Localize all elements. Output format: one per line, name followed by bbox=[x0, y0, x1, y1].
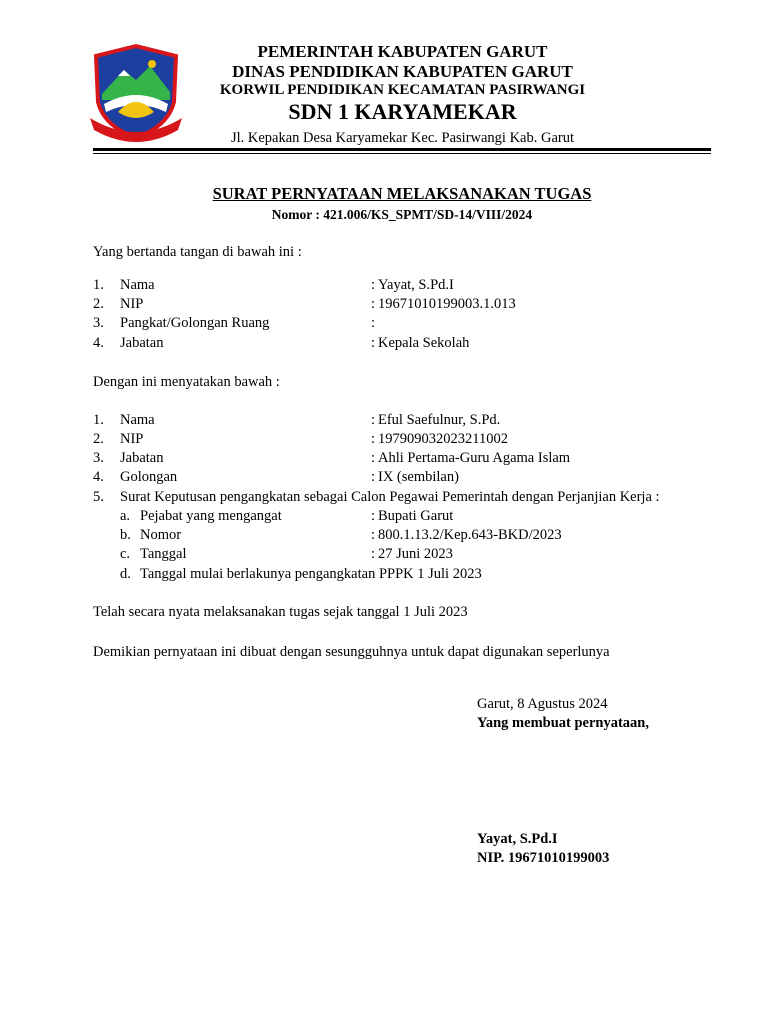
subrow-label: Nomor bbox=[140, 527, 182, 543]
closing-statement: Demikian pernyataan ini dibuat dengan sesungguhnya untuk dapat digunakan seperlunya bbox=[93, 644, 610, 660]
row-colon: : bbox=[371, 527, 376, 543]
letterhead-rule-thick bbox=[93, 148, 711, 151]
decree-subrow bbox=[93, 565, 713, 584]
office-heading: DINAS PENDIDIKAN KABUPATEN GARUT bbox=[232, 62, 573, 81]
row-value: Ahli Pertama-Guru Agama Islam bbox=[378, 450, 571, 466]
row-value: IX (sembilan) bbox=[378, 469, 459, 485]
row-colon: : bbox=[371, 546, 376, 562]
row-label: Jabatan bbox=[120, 450, 164, 466]
statement-intro: Dengan ini menyatakan bawah : bbox=[93, 374, 280, 390]
row-value: Yayat, S.Pd.I bbox=[378, 277, 454, 293]
row-number: 3. bbox=[93, 450, 104, 466]
subrow-label: Tanggal bbox=[140, 546, 187, 562]
document-number: Nomor : 421.006/KS_SPMT/SD-14/VIII/2024 bbox=[271, 207, 533, 222]
subrow-label: Tanggal mulai berlakunya pengangkatan PPPK 1 Juli 2023 bbox=[140, 566, 482, 582]
signer-row bbox=[93, 276, 713, 295]
school-name: SDN 1 KARYAMEKAR bbox=[288, 99, 517, 124]
school-address: Jl. Kepakan Desa Karyamekar Kec. Pasirwangi Kab. Garut bbox=[230, 130, 575, 146]
signer-row bbox=[93, 314, 713, 333]
place-date: Garut, 8 Agustus 2024 bbox=[477, 696, 608, 712]
row-label: NIP bbox=[120, 431, 144, 447]
signer-name: Yayat, S.Pd.I bbox=[477, 831, 558, 847]
row-colon: : bbox=[371, 296, 376, 312]
decree-subrow bbox=[93, 545, 713, 564]
row-number: 5. bbox=[93, 489, 104, 505]
signer-row bbox=[93, 295, 713, 314]
row-number: 1. bbox=[93, 412, 104, 428]
row-colon: : bbox=[371, 469, 376, 485]
row-colon: : bbox=[371, 315, 376, 331]
korwil-heading: KORWIL PENDIDIKAN KECAMATAN PASIRWANGI bbox=[219, 82, 586, 98]
letterhead-rule-thin bbox=[93, 153, 711, 154]
employee-row-decree bbox=[93, 488, 713, 507]
document-title: SURAT PERNYATAAN MELAKSANAKAN TUGAS bbox=[212, 184, 592, 203]
employee-row bbox=[93, 430, 713, 449]
row-number: 1. bbox=[93, 277, 104, 293]
row-number: 4. bbox=[93, 469, 104, 485]
subrow-value: Bupati Garut bbox=[378, 508, 454, 524]
row-label: Pangkat/Golongan Ruang bbox=[120, 315, 270, 331]
row-number: 2. bbox=[93, 431, 104, 447]
subrow-label: Pejabat yang mengangat bbox=[140, 508, 282, 524]
subrow-value: 27 Juni 2023 bbox=[378, 546, 453, 562]
row-label: Jabatan bbox=[120, 335, 164, 351]
row-label: Golongan bbox=[120, 469, 178, 485]
decree-subrow bbox=[93, 526, 713, 545]
row-colon: : bbox=[371, 277, 376, 293]
signer-row bbox=[93, 334, 713, 353]
row-colon: : bbox=[371, 431, 376, 447]
employee-row bbox=[93, 449, 713, 468]
row-value: 19671010199003.1.013 bbox=[378, 296, 516, 312]
gov-heading: PEMERINTAH KABUPATEN GARUT bbox=[257, 42, 548, 61]
signer-role: Yang membuat pernyataan, bbox=[477, 715, 649, 731]
row-label: Nama bbox=[120, 277, 155, 293]
letterhead bbox=[0, 0, 768, 160]
subrow-letter: b. bbox=[120, 527, 131, 543]
subrow-value: 800.1.13.2/Kep.643-BKD/2023 bbox=[378, 527, 562, 543]
intro-text: Yang bertanda tangan di bawah ini : bbox=[93, 244, 302, 260]
row-value: Eful Saefulnur, S.Pd. bbox=[378, 412, 501, 428]
employee-row bbox=[93, 468, 713, 487]
row-label: NIP bbox=[120, 296, 144, 312]
row-colon: : bbox=[371, 335, 376, 351]
execution-statement: Telah secara nyata melaksanakan tugas sejak tanggal 1 Juli 2023 bbox=[93, 604, 468, 620]
employee-row bbox=[93, 411, 713, 430]
row-colon: : bbox=[371, 450, 376, 466]
row-number: 4. bbox=[93, 335, 104, 351]
row-number: 3. bbox=[93, 315, 104, 331]
signer-nip: NIP. 19671010199003 bbox=[477, 850, 610, 866]
row-colon: : bbox=[371, 508, 376, 524]
decree-subrow bbox=[93, 507, 713, 526]
row-colon: : bbox=[371, 412, 376, 428]
row-label: Nama bbox=[120, 412, 155, 428]
subrow-letter: a. bbox=[120, 508, 131, 524]
subrow-letter: c. bbox=[120, 546, 131, 562]
subrow-letter: d. bbox=[120, 566, 131, 582]
row-label: Surat Keputusan pengangkatan sebagai Calon Pegawai Pemerintah dengan Perjanjian Kerja : bbox=[120, 489, 660, 505]
row-value: Kepala Sekolah bbox=[378, 335, 470, 351]
row-value: 197909032023211002 bbox=[378, 431, 508, 447]
row-number: 2. bbox=[93, 296, 104, 312]
